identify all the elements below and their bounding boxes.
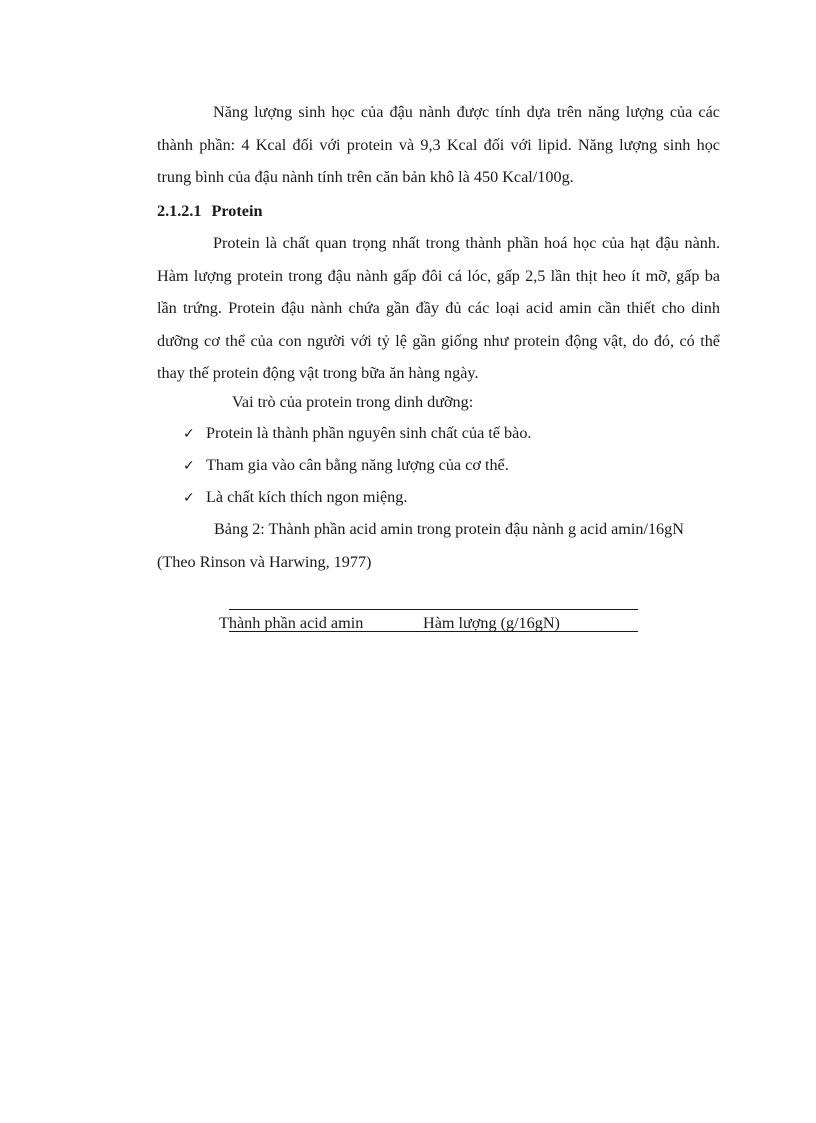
table-caption-source: (Theo Rinson và Harwing, 1977) <box>157 553 372 571</box>
section-title: Protein <box>211 202 263 220</box>
check-icon: ✓ <box>183 458 195 474</box>
table-header-content: Hàm lượng (g/16gN) <box>423 614 560 632</box>
table-caption: Bảng 2: Thành phần acid amin trong protein đậu nành g acid amin/16gN <box>214 520 684 538</box>
table-header-amino-acid: Thành phần acid amin <box>219 614 364 632</box>
check-icon: ✓ <box>183 426 195 442</box>
table-header-rule <box>229 631 638 632</box>
role-text: Protein là thành phần nguyên sinh chất của tế bào. <box>206 424 532 442</box>
role-list-item <box>183 420 531 447</box>
check-icon: ✓ <box>183 490 195 506</box>
section-number: 2.1.2.1 <box>157 202 202 220</box>
intro-paragraph: Năng lượng sinh học của đậu nành được tính dựa trên năng lượng của các thành phần: 4 Kcal đối với protein và 9,3 Kcal đối với lipid. Năng lượng sinh học trung bình của đậu nành tính trên căn bản khô là 450 Kcal/100g. <box>157 103 720 186</box>
roles-intro: Vai trò của protein trong dinh dưỡng: <box>232 393 474 411</box>
role-list-item <box>183 452 509 479</box>
role-list-item <box>183 484 407 511</box>
role-text: Là chất kích thích ngon miệng. <box>206 488 408 506</box>
table-top-rule <box>229 609 638 610</box>
protein-paragraph: Protein là chất quan trọng nhất trong thành phần hoá học của hạt đậu nành. Hàm lượng protein trong đậu nành gấp đôi cá lóc, gấp 2,5 lần thịt heo ít mỡ, gấp ba lần trứng. Protein đậu nành chứa gần đầy đủ các loại acid amin cần thiết cho dinh dưỡng cơ thể của con người với tỷ lệ gần giống như protein động vật, do đó, có thể thay thế protein động vật trong bữa ăn hàng ngày. <box>157 234 720 382</box>
section-heading <box>157 197 262 225</box>
role-text: Tham gia vào cân bằng năng lượng của cơ thể. <box>206 456 509 474</box>
